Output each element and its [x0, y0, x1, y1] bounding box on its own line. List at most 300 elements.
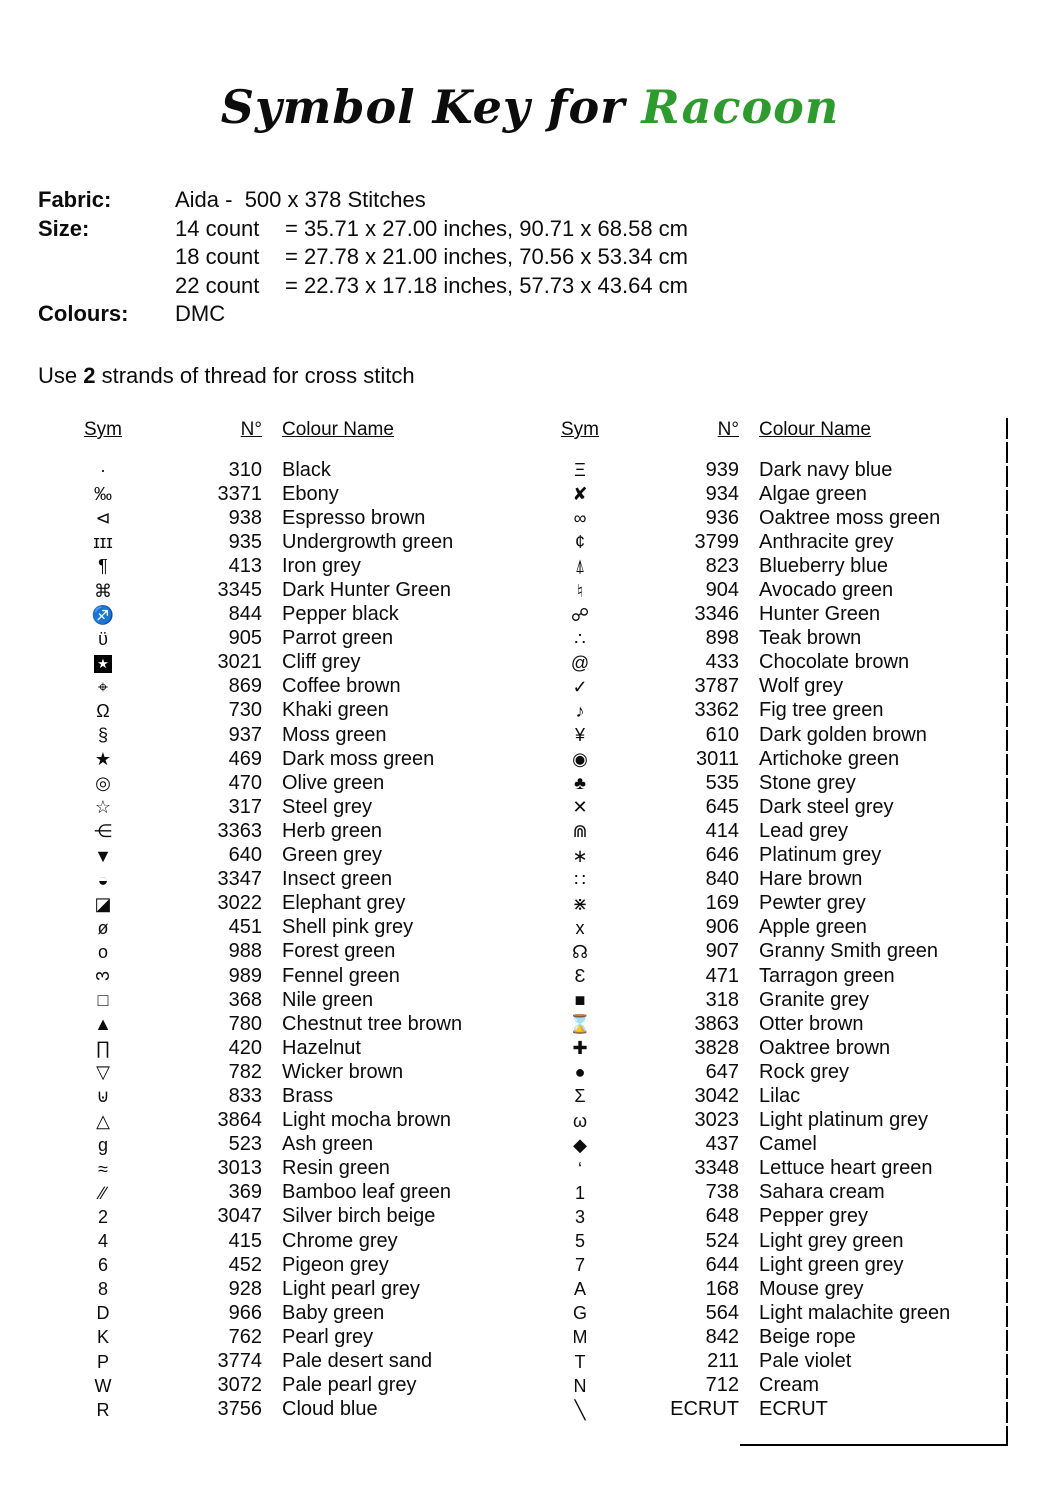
- colour-name: Light platinum grey: [759, 1109, 928, 1132]
- symbol-glyph: [75, 702, 131, 720]
- symbol-glyph-char: 3: [92, 971, 113, 982]
- colour-name: Coffee brown: [282, 675, 401, 698]
- dmc-number: 3072: [217, 1374, 262, 1397]
- colour-name: Hunter Green: [759, 603, 881, 626]
- symbol-glyph-char: R: [96, 1399, 110, 1420]
- symbol-glyph-char: ‘: [578, 1158, 582, 1179]
- table-row: [75, 1325, 505, 1349]
- colour-name: Light malachite green: [759, 1301, 951, 1324]
- symbol-glyph-char: 5: [574, 1231, 585, 1252]
- colour-name: Resin green: [282, 1157, 390, 1180]
- table-row: [552, 603, 982, 627]
- symbol-table-right-column: [552, 458, 982, 1422]
- colour-name: Olive green: [282, 771, 385, 794]
- dmc-number: 420: [228, 1036, 262, 1059]
- strands-suffix: strands of thread for cross stitch: [95, 363, 415, 388]
- table-row: [552, 1374, 982, 1398]
- symbol-glyph: [75, 1256, 131, 1274]
- dmc-number: 840: [705, 868, 739, 891]
- colour-name: Fennel green: [282, 964, 400, 987]
- symbol-glyph-char: ✓: [572, 676, 588, 697]
- colour-name: Algae green: [759, 482, 867, 505]
- table-row: [552, 554, 982, 578]
- table-header-right: [552, 418, 982, 442]
- symbol-glyph-char: ◆: [573, 1134, 587, 1155]
- colour-name: Fig tree green: [759, 699, 884, 722]
- symbol-glyph: [75, 557, 131, 575]
- dmc-number: 3047: [217, 1205, 262, 1228]
- symbol-glyph: [75, 1087, 131, 1105]
- symbol-glyph-char: ø: [97, 917, 109, 938]
- colour-name: Chocolate brown: [759, 651, 910, 674]
- symbol-glyph-char: ◎: [95, 773, 111, 794]
- dmc-number: 905: [228, 627, 262, 650]
- fabric-label: Fabric:: [38, 187, 112, 212]
- symbol-glyph-char: ∞: [573, 508, 587, 529]
- symbol-glyph: [75, 822, 131, 840]
- symbol-glyph-char: ‰: [94, 484, 112, 505]
- colour-name: Light green grey: [759, 1253, 904, 1276]
- colour-name: Cloud blue: [282, 1398, 378, 1421]
- colour-name: Pepper grey: [759, 1205, 868, 1228]
- colour-name: Blueberry blue: [759, 554, 888, 577]
- symbol-glyph: [552, 509, 608, 527]
- table-row: [552, 844, 982, 868]
- symbol-glyph: [552, 1160, 608, 1178]
- symbol-glyph-char: ⌘: [94, 580, 112, 601]
- size-label: Size:: [38, 215, 90, 241]
- colour-name: Otter brown: [759, 1012, 864, 1035]
- colours-value: DMC: [175, 301, 226, 327]
- size-line-18: [175, 243, 688, 272]
- symbol-glyph-char: ☍: [570, 604, 590, 625]
- table-row: [75, 795, 505, 819]
- symbol-glyph-char: ★: [94, 749, 112, 770]
- table-row: [75, 1253, 505, 1277]
- symbol-glyph-char: ◉: [572, 749, 588, 770]
- title-subject: Racoon: [641, 80, 840, 134]
- colour-name: Khaki green: [282, 699, 389, 722]
- table-row: [75, 892, 505, 916]
- symbol-glyph: [552, 847, 608, 865]
- symbol-glyph: [75, 967, 131, 985]
- table-row: [552, 675, 982, 699]
- dmc-number: 646: [705, 844, 739, 867]
- dmc-number: 610: [705, 723, 739, 746]
- colour-name: Camel: [759, 1133, 817, 1156]
- dmc-number: 936: [705, 506, 739, 529]
- symbol-glyph-char: ∴: [574, 628, 586, 649]
- colour-name: Shell pink grey: [282, 916, 414, 939]
- dmc-number: 535: [705, 771, 739, 794]
- colour-name: Dark golden brown: [759, 723, 927, 746]
- dmc-number: 3022: [217, 892, 262, 915]
- table-row: [552, 892, 982, 916]
- symbol-glyph-char: ✘: [572, 484, 588, 505]
- table-row: [75, 482, 505, 506]
- table-row: [552, 795, 982, 819]
- dmc-number: 907: [705, 940, 739, 963]
- dmc-number: 437: [705, 1133, 739, 1156]
- dmc-number: 3347: [217, 868, 262, 891]
- symbol-glyph: [552, 750, 608, 768]
- symbol-glyph-char: ϋ: [98, 628, 108, 649]
- colour-name: Stone grey: [759, 771, 856, 794]
- symbol-glyph-char: A: [573, 1279, 586, 1300]
- symbol-glyph: [75, 606, 131, 624]
- table-row: [552, 530, 982, 554]
- colour-name: Apple green: [759, 916, 867, 939]
- dmc-number: 310: [228, 458, 262, 481]
- symbol-glyph-char: Ɛ: [574, 966, 586, 987]
- symbol-glyph-char: ∷: [574, 869, 586, 890]
- symbol-glyph: [75, 1232, 131, 1250]
- symbol-glyph-char: ♮: [576, 580, 584, 601]
- symbol-glyph: [75, 1015, 131, 1033]
- table-row: [75, 1060, 505, 1084]
- dmc-number: 3345: [217, 579, 262, 602]
- table-row: [75, 627, 505, 651]
- dmc-number: 3021: [217, 651, 262, 674]
- dmc-number: 780: [228, 1012, 262, 1035]
- symbol-glyph: [552, 1304, 608, 1322]
- size-count: 18 count: [175, 244, 260, 270]
- symbol-glyph: [552, 1328, 608, 1346]
- table-row: [75, 578, 505, 602]
- table-row: [552, 627, 982, 651]
- table-row: [75, 844, 505, 868]
- symbol-glyph-char: ⌛: [568, 1014, 592, 1035]
- table-row: [75, 1301, 505, 1325]
- symbol-glyph-char: ⋲: [94, 821, 112, 842]
- symbol-glyph: [552, 606, 608, 624]
- dmc-number: 3774: [217, 1350, 262, 1373]
- header-colour-name: Colour Name: [282, 419, 394, 441]
- colour-name: Pale desert sand: [282, 1350, 433, 1373]
- colour-name: Elephant grey: [282, 892, 406, 915]
- colour-name: Granny Smith green: [759, 940, 938, 963]
- header-sym: Sym: [561, 419, 599, 441]
- symbol-glyph-char: ♪: [575, 700, 585, 721]
- symbol-glyph-char: M: [572, 1327, 588, 1348]
- colour-name: Cream: [759, 1374, 820, 1397]
- symbol-glyph-char: 6: [97, 1255, 108, 1276]
- symbol-glyph: [75, 726, 131, 744]
- symbol-glyph-char: ◒: [97, 869, 109, 890]
- fabric-value: Aida - 500 x 378 Stitches: [175, 187, 426, 212]
- symbol-glyph-char: ╲: [574, 1399, 586, 1420]
- colour-name: Dark steel grey: [759, 795, 894, 818]
- symbol-glyph: [75, 943, 131, 961]
- symbol-glyph: [75, 582, 131, 600]
- size-dims: = 35.71 x 27.00 inches, 90.71 x 68.58 cm: [285, 215, 688, 241]
- table-row: [75, 458, 505, 482]
- symbol-glyph-char: o: [97, 941, 108, 962]
- colour-name: Nile green: [282, 988, 374, 1011]
- table-row: [552, 1277, 982, 1301]
- symbol-glyph: [75, 1160, 131, 1178]
- table-row: [75, 1157, 505, 1181]
- symbol-glyph-char: ●: [574, 1062, 586, 1083]
- symbol-glyph-char: ⌖: [97, 676, 109, 697]
- table-row: [75, 1109, 505, 1133]
- symbol-glyph: [75, 895, 131, 913]
- symbol-glyph-char: ◪: [94, 893, 112, 914]
- colour-name: Pearl grey: [282, 1325, 374, 1348]
- symbol-glyph: [75, 1280, 131, 1298]
- colour-name: Pewter grey: [759, 892, 866, 915]
- colour-name: Avocado green: [759, 579, 894, 602]
- table-row: [75, 1133, 505, 1157]
- symbol-glyph-char: K: [96, 1327, 109, 1348]
- symbol-glyph: [75, 1304, 131, 1322]
- dmc-number: 3863: [694, 1012, 739, 1035]
- symbol-glyph-char: ⋇: [572, 893, 588, 914]
- dmc-number: 762: [228, 1325, 262, 1348]
- table-row: [75, 675, 505, 699]
- symbol-glyph: [552, 943, 608, 961]
- dmc-number: 989: [228, 964, 262, 987]
- table-row: [552, 964, 982, 988]
- table-row: [75, 771, 505, 795]
- colour-name: Hare brown: [759, 868, 863, 891]
- dmc-number: 523: [228, 1133, 262, 1156]
- symbol-glyph: [75, 750, 131, 768]
- symbol-glyph: [552, 726, 608, 744]
- dmc-number: 988: [228, 940, 262, 963]
- table-row: [75, 1012, 505, 1036]
- colour-name: Black: [282, 458, 331, 481]
- symbol-glyph: [75, 847, 131, 865]
- symbol-glyph: [75, 1063, 131, 1081]
- symbol-glyph: [75, 871, 131, 889]
- table-row: [75, 1374, 505, 1398]
- symbol-glyph: [552, 1256, 608, 1274]
- symbol-glyph-char: G: [572, 1303, 587, 1324]
- colour-name: Lettuce heart green: [759, 1157, 933, 1180]
- table-row: [552, 506, 982, 530]
- colour-name: Moss green: [282, 723, 387, 746]
- symbol-glyph: [552, 1184, 608, 1202]
- colour-name: Pigeon grey: [282, 1253, 389, 1276]
- dmc-number: 3363: [217, 819, 262, 842]
- table-row: [75, 964, 505, 988]
- table-row: [75, 651, 505, 675]
- table-row: [552, 771, 982, 795]
- symbol-glyph-char: ∗: [572, 845, 588, 866]
- symbol-glyph: [75, 1184, 131, 1202]
- table-row: [75, 1036, 505, 1060]
- symbol-glyph-char: ♣: [574, 773, 586, 794]
- symbol-glyph: [75, 509, 131, 527]
- table-right-border-line: [1006, 418, 1008, 1446]
- colour-name: Oaktree moss green: [759, 506, 941, 529]
- symbol-glyph: [552, 1087, 608, 1105]
- colour-name: Parrot green: [282, 627, 394, 650]
- colour-name: Wolf grey: [759, 675, 844, 698]
- table-row: [75, 1181, 505, 1205]
- dmc-number: 844: [228, 603, 262, 626]
- dmc-number: 3371: [217, 482, 262, 505]
- page-title: [0, 80, 1060, 134]
- colour-name: Silver birch beige: [282, 1205, 436, 1228]
- table-row: [75, 940, 505, 964]
- symbol-glyph: [552, 1039, 608, 1057]
- table-row: [552, 916, 982, 940]
- dmc-number: 935: [228, 530, 262, 553]
- colour-name: ECRUT: [759, 1398, 828, 1421]
- dmc-number: 317: [228, 795, 262, 818]
- colour-name: Ebony: [282, 482, 339, 505]
- dmc-number: 898: [705, 627, 739, 650]
- dmc-number: 318: [705, 988, 739, 1011]
- symbol-glyph-char: ☆: [94, 797, 112, 818]
- symbol-glyph: [552, 1208, 608, 1226]
- dmc-number: 471: [705, 964, 739, 987]
- symbol-glyph: [552, 582, 608, 600]
- dmc-number: 564: [705, 1301, 739, 1324]
- header-colour-name: Colour Name: [759, 419, 871, 441]
- colour-name: Dark navy blue: [759, 458, 893, 481]
- dmc-number: 934: [705, 482, 739, 505]
- symbol-glyph-char: ∕∕: [99, 1182, 106, 1203]
- table-row: [552, 988, 982, 1012]
- table-row: [552, 819, 982, 843]
- symbol-glyph: [552, 822, 608, 840]
- table-row: [552, 1133, 982, 1157]
- symbol-glyph-char: Σ: [574, 1086, 586, 1107]
- symbol-glyph-char: W: [94, 1375, 112, 1396]
- colour-name: Ash green: [282, 1133, 374, 1156]
- table-row: [75, 1229, 505, 1253]
- symbol-glyph-char: ♐: [91, 604, 115, 625]
- symbol-glyph-char: ☊: [572, 941, 588, 962]
- header-number: N°: [240, 419, 262, 441]
- symbol-glyph: [75, 1112, 131, 1130]
- pattern-info: [38, 186, 688, 329]
- table-row: [552, 1398, 982, 1422]
- symbol-glyph: [552, 1063, 608, 1081]
- symbol-glyph-char: ▽: [96, 1062, 110, 1083]
- symbol-glyph: [75, 1353, 131, 1371]
- dmc-number: 168: [705, 1277, 739, 1300]
- title-prefix: Symbol Key for: [220, 80, 626, 134]
- symbol-glyph: [75, 774, 131, 792]
- symbol-glyph-char: △: [96, 1110, 110, 1131]
- symbol-glyph-char: ¢: [574, 532, 585, 553]
- table-row: [552, 578, 982, 602]
- symbol-glyph-char: N: [573, 1375, 587, 1396]
- symbol-glyph-char: 7: [574, 1255, 585, 1276]
- colour-name: Insect green: [282, 868, 393, 891]
- dmc-number: 928: [228, 1277, 262, 1300]
- dmc-number: 3013: [217, 1157, 262, 1180]
- dmc-number: 3011: [695, 747, 739, 770]
- colour-name: Hazelnut: [282, 1036, 361, 1059]
- dmc-number: 738: [705, 1181, 739, 1204]
- dmc-number: 939: [705, 458, 739, 481]
- strands-prefix: Use: [38, 363, 84, 388]
- symbol-glyph: [552, 461, 608, 479]
- colour-name: Lead grey: [759, 819, 848, 842]
- symbol-glyph: [552, 557, 608, 575]
- symbol-glyph-char: 2: [97, 1206, 108, 1227]
- symbol-glyph-char: §: [97, 725, 108, 746]
- dmc-number: 3348: [694, 1157, 739, 1180]
- colour-name: Chestnut tree brown: [282, 1012, 463, 1035]
- symbol-glyph-char: ✕: [572, 797, 588, 818]
- symbol-glyph-char: ■: [574, 990, 586, 1011]
- colour-name: Artichoke green: [759, 747, 900, 770]
- table-row: [552, 1181, 982, 1205]
- symbol-glyph: [75, 1377, 131, 1395]
- colour-name: Oaktree brown: [759, 1036, 891, 1059]
- dmc-number: 3042: [694, 1084, 739, 1107]
- colour-name: Herb green: [282, 819, 383, 842]
- symbol-glyph-char: Ω: [96, 700, 110, 721]
- table-row: [75, 868, 505, 892]
- symbol-glyph: [75, 461, 131, 479]
- dmc-number: 648: [705, 1205, 739, 1228]
- dmc-number: 3346: [694, 603, 739, 626]
- symbol-glyph-char: 4: [97, 1231, 108, 1252]
- symbol-glyph-char: @: [570, 652, 590, 673]
- colour-name: Light mocha brown: [282, 1109, 451, 1132]
- symbol-glyph-char: ▲: [94, 1014, 112, 1035]
- dmc-number: 452: [228, 1253, 262, 1276]
- dmc-number: 906: [705, 916, 739, 939]
- table-row: [75, 506, 505, 530]
- table-row: [552, 1229, 982, 1253]
- size-count: 14 count: [175, 215, 260, 241]
- table-row: [75, 1277, 505, 1301]
- colour-name: Pale pearl grey: [282, 1374, 417, 1397]
- symbol-glyph-char: □: [97, 990, 109, 1011]
- colour-name: Dark Hunter Green: [282, 579, 451, 602]
- symbol-glyph: [75, 630, 131, 648]
- dmc-number: 3787: [694, 675, 739, 698]
- size-dims: = 22.73 x 17.18 inches, 57.73 x 43.64 cm: [285, 272, 688, 298]
- colour-name: Pepper black: [282, 603, 399, 626]
- colour-name: Wicker brown: [282, 1060, 404, 1083]
- dmc-number: 823: [705, 554, 739, 577]
- symbol-glyph: [552, 1112, 608, 1130]
- dmc-number: 712: [705, 1374, 739, 1397]
- symbol-glyph-char: Ξ: [574, 460, 586, 481]
- colour-name: Platinum grey: [759, 844, 882, 867]
- size-count: 22 count: [175, 272, 260, 298]
- dmc-number: 938: [228, 506, 262, 529]
- colour-name: Mouse grey: [759, 1277, 864, 1300]
- dmc-number: 470: [228, 771, 262, 794]
- colour-name: Baby green: [282, 1301, 385, 1324]
- table-row: [552, 1036, 982, 1060]
- symbol-glyph-char: ▼: [94, 845, 112, 866]
- colour-name: Tarragon green: [759, 964, 895, 987]
- colour-name: Undergrowth green: [282, 530, 454, 553]
- symbol-glyph-char: ⊲: [95, 508, 111, 529]
- table-row: [75, 819, 505, 843]
- dmc-number: 782: [228, 1060, 262, 1083]
- symbol-glyph: [75, 1136, 131, 1154]
- dmc-number: 414: [705, 819, 739, 842]
- dmc-number: 647: [705, 1060, 739, 1083]
- table-row: [552, 747, 982, 771]
- symbol-glyph-char: 3: [574, 1206, 585, 1227]
- symbol-glyph-char: ¶: [98, 556, 108, 577]
- symbol-glyph: [552, 1401, 608, 1419]
- symbol-glyph: [75, 991, 131, 1009]
